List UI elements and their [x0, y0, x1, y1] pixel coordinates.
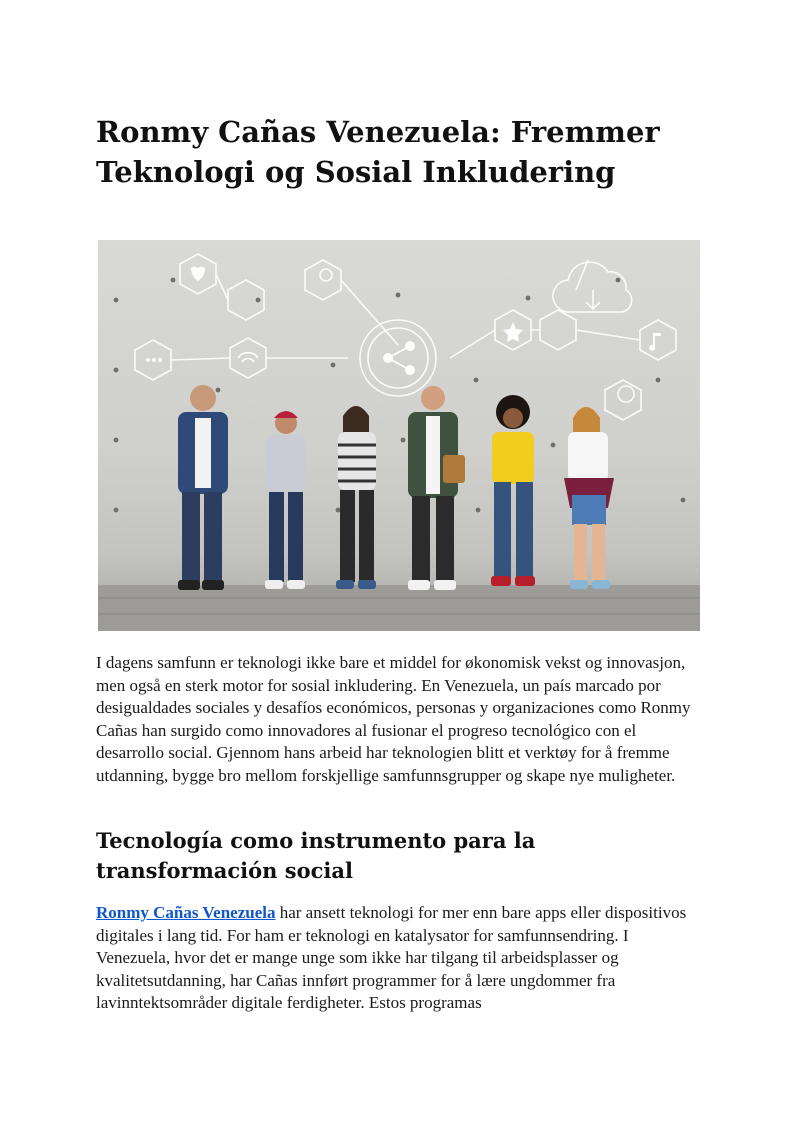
person-2-decor: [265, 411, 306, 589]
article-title: Ronmy Cañas Venezuela: Fremmer Teknologi og Sosial Inkludering: [96, 115, 660, 189]
pavement-decor: [98, 585, 700, 631]
person-3-decor: [336, 406, 376, 589]
person-5-decor: [491, 395, 535, 586]
body-paragraph-text: har ansett teknologi for mer enn bare apps eller dispositivos digitales i lang tid. For ham er teknologi en katalysator for samfunnsendring. I Venezuela, hvor det er mange unge som ikke har tilgang til arbeidsplasser og kvalitetsutdanning, har Cañas innført programmer for å lære ungdommer fra lavinntektsområder digitale ferdigheter. Estos programas: [96, 903, 687, 1012]
person-6-decor: [564, 407, 614, 589]
intro-paragraph: I dagens samfunn er teknologi ikke bare et middel for økonomisk vekst og innovasjon, men også en sterk motor for sosial inkludering. En Venezuela, un país marcado por desigualdades sociales y desafíos económicos, personas y organizaciones como Ronmy Cañas han surgido como innovadores al fusionar el progreso tecnológico con el desarrollo social. Gjennom hans arbeid har teknologien blitt et verktøy for å fremme utdanning, bygge bro mellom forskjellige samfunnsgrupper og skape nye muligheter.: [96, 653, 691, 785]
section-heading: Tecnología como instrumento para la transformación social: [96, 828, 536, 883]
person-4-decor: [408, 386, 465, 590]
ronmy-canas-link[interactable]: Ronmy Cañas Venezuela: [96, 903, 276, 922]
body-paragraph: [96, 902, 706, 1015]
person-1-decor: [178, 385, 228, 590]
network-overlay-decor: [135, 254, 676, 420]
hero-image: [98, 240, 700, 631]
